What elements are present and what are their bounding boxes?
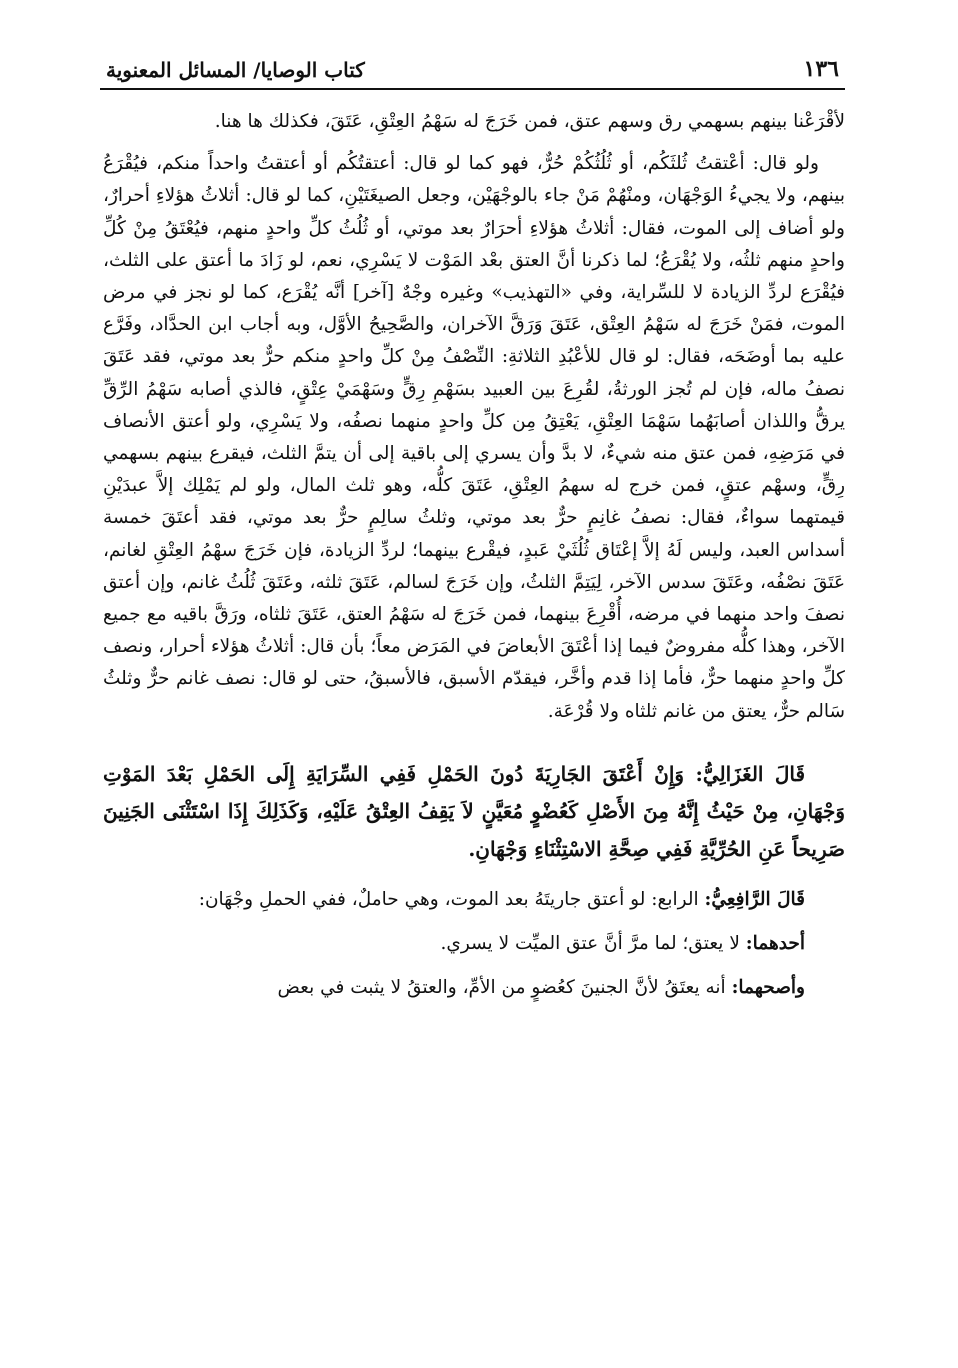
running-title: كتاب الوصايا/ المسائل المعنوية (106, 58, 365, 82)
quote-text: وَإِنْ أَعْتَقَ الجَارِيَةَ دُونَ الحَمْلِ فَفِي السِّرَايَةِ إِلَى الحَمْلِ بَعْدَ المَوْتِ وَجْهَانِ، مِنْ حَيْثُ إِنَّهُ مِنَ الأَصْلِ كَعُضْوٍ مُعَيَّنٍ لاَ يَقِفُ العِتْقُ عَلَيْهِ، وَكَذَلِكَ إِذَا اسْتَثْنَى الجَنِينَ صَرِيحاً عَنِ الحُرِّيَّةِ فَفِي صِحَّةِ الاسْتِثْنَاءِ وَجْهَانِ. (103, 761, 845, 861)
opinion-item (103, 928, 845, 960)
page-body (103, 106, 845, 1004)
rafii-commentary (103, 884, 845, 916)
opinion-label: أحدهما: (745, 933, 805, 955)
opinion-item (103, 972, 845, 1004)
opinion-text: أنه يعتَقُ لأنَّ الجنينَ كعُضوٍ من الأمِّ، والعتقُ لا يثبت في بعض (277, 977, 726, 999)
opinion-label: وأصحهما: (731, 977, 805, 999)
paragraph-continuation: لأقْرَعْنا بينهم بسهمي رق وسهم عتق، فمن خَرَجَ له سَهْمُ العِتْقِ، عَتَقَ، فكذلك ها هنا. (214, 111, 845, 132)
paragraph-main: ولو قال: أعْتقتُ ثُلثَكُم، أو ثُلُثُكُمْ حُرٌّ، فهو كما لو قال: أعتقتُكُم أو أعتقتُ واحداً منكم، فيُقْرَعُ بينهم، ولا يجيءُ الوَجْهَان، ومنْهُمْ مَنْ جاء بالوجْهَيْن، وجعل الصيغَتَيْنِ، كما لو قال: أثلاثُ هؤلاءِ أحرارٌ، ولو أضاف إلى الموت، فقال: أثلاثُ هؤلاءِ أحرَارٌ بعد موتي، أو ثُلُثُ كلِّ واحدٍ منهم، فيُعْتَقُ مِنْ كُلِّ واحدٍ منهم ثلثُه، ولا يُقْرَعُ؛ لما ذكرنا أنَّ العتق بعْد المَوْت لا يَسْرِي، نعم، لو زَادَ ما أعتق على الثلث، فيُقْرَع لردِّ الزيادة لا للسِّراية، وفي «التهذيب» وغيره وجْهٌ [آخر] أنَّه يُقْرَع، كما لو نجز في مرض الموت، فمَنْ خَرَجَ له سَهْمُ العِتْق، عَتَقَ وَرَقَّ الآخران، والصَّحِيحُ الأوَّل، وبه أجاب ابن الحدَّاد، وفَرَّع عليه بما أوضَحَه، فقال: لو قال للأعْبُدِ الثلاثةِ: النِّصْفُ مِنْ كلِّ واحدٍ منكم حرٌّ بعد موتي، فقد عَتَقَ نصفُ ماله، فإن لم تُجز الورثةُ، لقُرِعَ بين العبيد بسَهْمِ رِقٍّ وسَهْمَيْ عِتْقٍ، فالذي أصابه سَهْمُ الرِّقِّ يرقُّ واللذان أصابَهُما سَهْمَا العِتْقِ، يَعْتِقُ مِن كلِّ واحدٍ منهما نصفُه، ولا يَسْرِي، ولو أعتق الأنصاف في مَرَضِهِ، فمن عتق منه شيءٌ، لا بدَّ وأن يسري إلى باقية إلى أن يتمَّ الثلث، فيقرع بينهم بسهمي رِقٍّ، وسهْم عتقٍ، فمن خرج له سهمُ العِتْقِ، عَتَقَ كلُّه، وهو ثلث المال، ولو لم يَمْلِك إلاَّ عبدَيْنِ قيمتهما سواءٌ، فقال: نصفُ غانِمٍ حرٌّ بعد موتي، وثلثُ سالِمٍ حرٌّ بعد موتي، فقد أعتَقَ خمسة أسداس العبد، وليس لَهُ إلاَّ إعْتَاق ثُلُثَيْ عَبدٍ، فيقْرع بينهما؛ لردِّ الزيادة، فإن خَرَجَ سهْمُ العِتْقِ لغانم، عَتَقَ نصْفُه، وعَتَقَ سدس الآخر، لِيَتِمَّ الثلثُ، وإن خَرَجَ لسالم، عَتَقَ ثلثه، وعَتَقَ ثُلُثُ غانم، وإن أعتق نصفَ واحد منهما في مرضه، أُقْرِعَ بينهما، فمن خَرَجَ له سَهْمُ العتق، عَتَقَ ثلثاه، ورَقَّ باقيه مع جميع الآخر، وهذا كلُّه مفروضٌ فيما إذا أعْتَقَ الأبعاضَ في المَرَض معاً؛ بأن قال: أثلاثُ هؤلاء أحرار، ونصف كلِّ واحدٍ منهما حرٌّ، فأما إذا قدم وأخَّر، فيقدّم الأسبق، فالأسبقُ، حتى لو قال: نصف غانم حرٌّ وثلثُ سَالم حرٌّ، يعتق من غانم ثلثاه ولا قُرْعَة. (103, 153, 845, 722)
commentary-text: الرابع: لو أعتق جاريتَهُ بعد الموت، وهي حاملٌ، ففي الحملِ وجْهَان: (198, 889, 699, 911)
page-number: ١٣٦ (803, 56, 839, 82)
opinion-text: لا يعتق؛ لما مرَّ أنَّ عتق الميِّت لا يسري. (440, 933, 740, 955)
commentary-speaker: قَالَ الرَّافِعِيُّ: (704, 889, 805, 911)
quote-speaker: قَالَ الغَزَالِيُّ: (695, 761, 806, 786)
page-header (100, 48, 845, 90)
ghazali-quote (103, 756, 845, 869)
